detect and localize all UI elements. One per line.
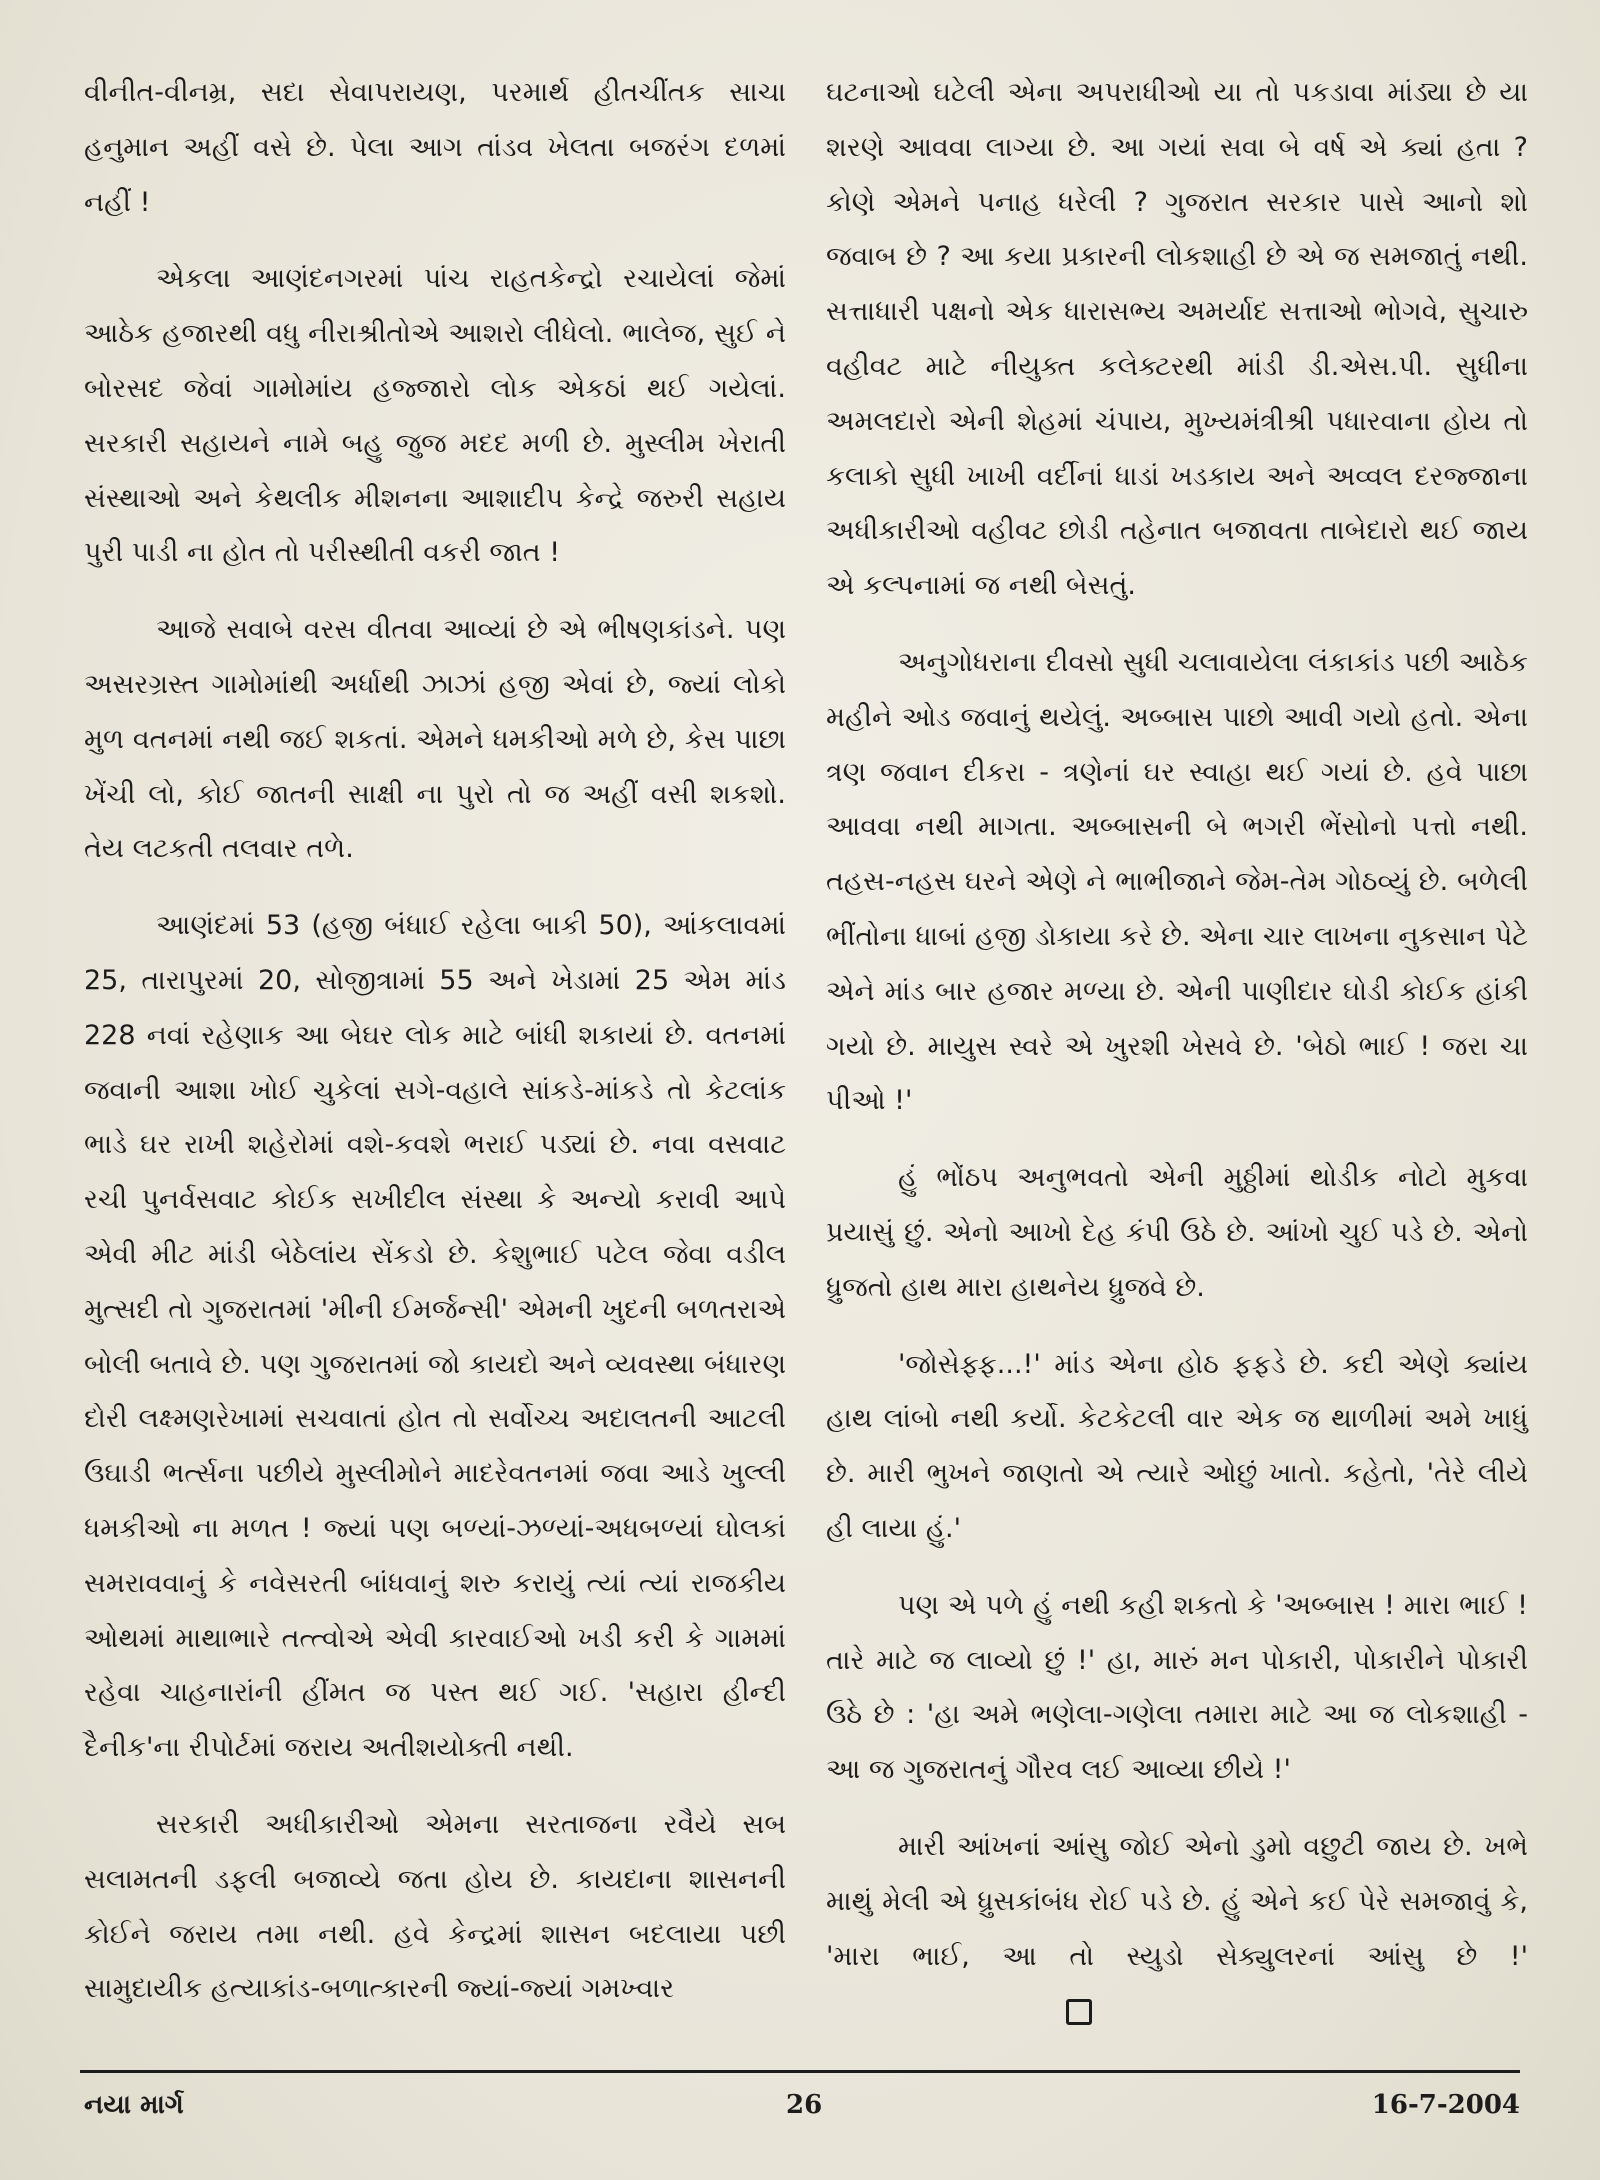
paragraph: પણ એ પળે હું નથી કહી શકતો કે 'અબ્બાસ ! મારા ભાઈ ! તારે માટે જ લાવ્યો છું !' હા, મારું મન પોકારી, પોકારીને પોકારી ઉઠે છે : 'હા અમે ભણેલા-ગણેલા તમારા માટે આ જ લોકશાહી - આ જ ગુજરાતનું ગૌરવ લઈ આવ્યા છીયે !' — [826, 1589, 1528, 1786]
right-column — [826, 66, 1528, 2061]
paragraph: સરકારી અધીકારીઓ એમના સરતાજના રવૈયે સબ સલામતની ડફલી બજાવ્યે જતા હોય છે. કાયદાના શાસનની કોઈને જરાય તમા નથી. હવે કેન્દ્રમાં શાસન બદલાયા પછી સામુદાયીક હત્યાકાંડ-બળાત્કારની જ્યાં-જ્યાં ગમખ્વાર — [84, 1808, 786, 2005]
paragraph: ઘટનાઓ ઘટેલી એના અપરાધીઓ યા તો પકડાવા માંડ્યા છે યા શરણે આવવા લાગ્યા છે. આ ગયાં સવા બે વર્ષ એ ક્યાં હતા ? કોણે એમને પનાહ ધરેલી ? ગુજરાત સરકાર પાસે આનો શો જવાબ છે ? આ કયા પ્રકારની લોકશાહી છે એ જ સમજાતું નથી. સત્તાધારી પક્ષનો એક ધારાસભ્ય અમર્યાદ સત્તાઓ ભોગવે, સુચારુ વહીવટ માટે નીયુક્ત કલેક્ટરથી માંડી ડી.એસ.પી. સુધીના અમલદારો એની શેહમાં ચંપાય, મુખ્યમંત્રીશ્રી પધારવાના હોય તો કલાકો સુધી ખાખી વર્દીનાં ધાડાં ખડકાય અને અવ્વલ દરજ્જાના અધીકારીઓ વહીવટ છોડી તહેનાત બજાવતા તાબેદારો થઈ જાય એ કલ્પનામાં જ નથી બેસતું. — [826, 77, 1528, 602]
end-of-article-mark-icon — [1066, 1999, 1092, 2025]
issue-date: 16-7-2004 — [1371, 2090, 1520, 2120]
magazine-name: નયા માર્ગ — [84, 2090, 184, 2120]
paragraph: આણંદમાં 53 (હજી બંધાઈ રહેલા બાકી 50), આંકલાવમાં 25, તારાપુરમાં 20, સોજીત્રામાં 55 અને ખેડામાં 25 એમ માંડ 228 નવાં રહેણાક આ બેઘર લોક માટે બાંધી શકાયાં છે. વતનમાં જવાની આશા ખોઈ ચુકેલાં સગે-વહાલે સાંકડે-માંકડે તો કેટલાંક ભાડે ઘર રાખી શહેરોમાં વશે-કવશે ભરાઈ પડ્યાં છે. નવા વસવાટ રચી પુનર્વસવાટ કોઈક સખીદીલ સંસ્થા કે અન્યો કરાવી આપે એવી મીટ માંડી બેઠેલાંય સેંકડો છે. કેશુભાઈ પટેલ જેવા વડીલ મુત્સદી તો ગુજરાતમાં 'મીની ઈમર્જન્સી' એમની ખુદની બળતરાએ બોલી બતાવે છે. પણ ગુજરાતમાં જો કાયદો અને વ્યવસ્થા બંધારણ દોરી લક્ષ્મણરેખામાં સચવાતાં હોત તો સર્વોચ્ચ અદાલતની આટલી ઉઘાડી ભર્ત્સના પછીયે મુસ્લીમોને માદરેવતનમાં જવા આડે ખુલ્લી ધમકીઓ ના મળત ! જ્યાં પણ બળ્યાં-ઝળ્યાં-અધબળ્યાં ઘોલકાં સમરાવવાનું કે નવેસરતી બાંધવાનું શરુ કરાયું ત્યાં ત્યાં રાજકીય ઓથમાં માથાભારે તત્ત્વોએ એવી કારવાઈઓ ખડી કરી કે ગામમાં રહેવા ચાહનારાંની હીંમત જ પસ્ત થઈ ગઈ. 'સહારા હીન્દી દૈનીક'ના રીપોર્ટમાં જરાય અતીશયોક્તી નથી. — [84, 910, 786, 1764]
paragraph-text: મારી આંખનાં આંસુ જોઈ એનો ડુમો વછુટી જાય છે. ખભે માથું મેલી એ ધ્રુસકાંબંધ રોઈ પડે છે. હું એને કઈ પેરે સમજાવું કે, 'મારા ભાઈ, આ તો સ્યુડો સેક્યુલરનાં આંસુ છે !' — [826, 1830, 1528, 1972]
paragraph: એકલા આણંદનગરમાં પાંચ રાહતકેન્દ્રો રચાયેલાં જેમાં આઠેક હજારથી વધુ નીરાશ્રીતોએ આશરો લીધેલો. ભાલેજ, સુઈ ને બોરસદ જેવાં ગામોમાંય હજ્જારો લોક એકઠાં થઈ ગયેલાં. સરકારી સહાયને નામે બહુ જુજ મદદ મળી છે. મુસ્લીમ ખેરાતી સંસ્થાઓ અને કેથલીક મીશનના આશાદીપ કેન્દ્રે જરુરી સહાય પુરી પાડી ના હોત તો પરીસ્થીતી વકરી જાત ! — [84, 263, 786, 569]
paragraph: અનુગોધરાના દીવસો સુધી ચલાવાયેલા લંકાકાંડ પછી આઠેક મહીને ઓડ જવાનું થયેલું. અબ્બાસ પાછો આવી ગયો હતો. એના ત્રણ જવાન દીકરા - ત્રણેનાં ઘર સ્વાહા થઈ ગયાં છે. હવે પાછા આવવા નથી માગતા. અબ્બાસની બે ભગરી ભેંસોનો પત્તો નથી. તહસ-નહસ ઘરને એણે ને ભાભીજાને જેમ-તેમ ગોઠવ્યું છે. બળેલી ભીંતોના ધાબાં હજી ડોકાયા કરે છે. એના ચાર લાખના નુકસાન પેટે એને માંડ બાર હજાર મળ્યા છે. એની પાણીદાર ઘોડી કોઈક હાંકી ગયો છે. માયુસ સ્વરે એ ખુરશી ખેસવે છે. 'બેઠો ભાઈ ! જરા ચા પીઓ !' — [826, 646, 1528, 1117]
paragraph: આજે સવાબે વરસ વીતવા આવ્યાં છે એ ભીષણકાંડને. પણ અસરગ્રસ્ત ગામોમાંથી અર્ધાથી ઝાઝાં હજી એવાં છે, જ્યાં લોકો મુળ વતનમાં નથી જઈ શકતાં. એમને ધમકીઓ મળે છે, કેસ પાછા ખેંચી લો, કોઈ જાતની સાક્ષી ના પુરો તો જ અહીં વસી શકશો. તેય લટકતી તલવાર તળે. — [84, 614, 786, 865]
footer-rule — [80, 2070, 1520, 2073]
page-number: 26 — [786, 2090, 823, 2120]
paragraph: હું ભોંઠપ અનુભવતો એની મુઠ્ઠીમાં થોડીક નોટો મુકવા પ્રયાસું છું. એનો આખો દેહ કંપી ઉઠે છે. આંખો ચુઈ પડે છે. એનો ધ્રુજતો હાથ મારા હાથનેય ધ્રુજવે છે. — [826, 1162, 1528, 1303]
paragraph: 'જોસેફ્ફ...!' માંડ એના હોઠ ફફડે છે. કદી એણે ક્યાંય હાથ લાંબો નથી કર્યો. કેટકેટલી વાર એક જ થાળીમાં અમે ખાધું છે. મારી ભુખને જાણતો એ ત્યારે ઓછું ખાતો. કહેતો, 'તેરે લીયે હી લાયા હું.' — [826, 1348, 1528, 1544]
paragraph — [826, 1820, 1528, 2039]
paragraph: વીનીત-વીનમ્ર, સદા સેવાપરાયણ, પરમાર્થ હીતચીંતક સાચા હનુમાન અહીં વસે છે. પેલા આગ તાંડવ ખેલતા બજરંગ દળમાં નહીં ! — [84, 77, 786, 218]
left-column — [84, 66, 786, 2039]
